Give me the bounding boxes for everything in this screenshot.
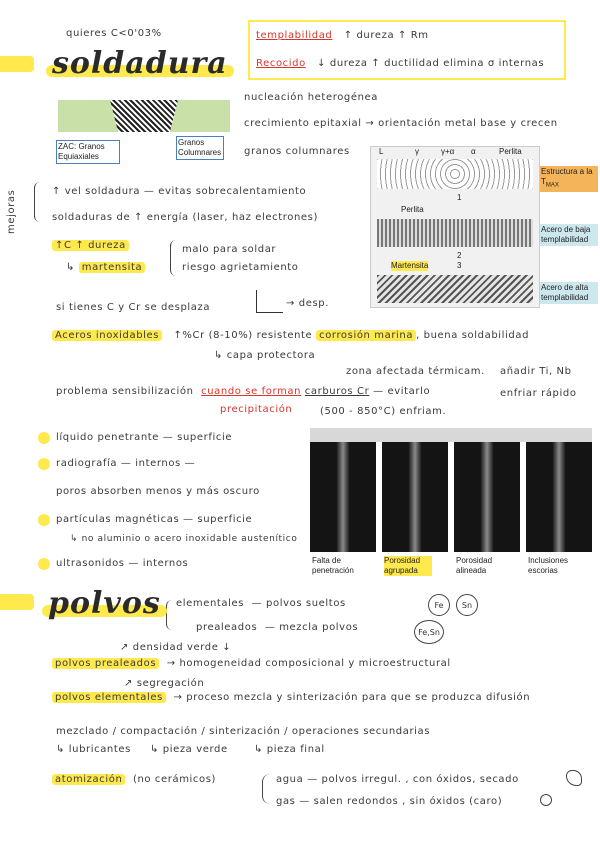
- diagram-letter-alpha: α: [471, 147, 476, 156]
- diagram-letter-gamma: γ: [415, 147, 419, 156]
- atom-brace: [262, 774, 271, 804]
- label-baja-templabilidad: Acero de baja templabilidad: [540, 224, 598, 246]
- title-text: soldadura: [52, 46, 228, 81]
- bullet-ultrasonidos: ultrasonidos — internos: [56, 558, 189, 569]
- radiograph-4: [526, 428, 592, 552]
- radio-cap-1: Falta de penetración: [312, 556, 354, 575]
- bullet-dot: [38, 432, 50, 444]
- label-alta-templabilidad: Acero de alta templabilidad: [540, 282, 598, 304]
- atom-agua: agua — polvos irregul. , con óxidos, secado: [276, 774, 519, 785]
- top-note: quieres C<0'03%: [66, 28, 162, 39]
- irregular-particle-icon: [566, 770, 582, 786]
- densidad-note: ↗ densidad verde ↓: [120, 642, 232, 653]
- granos-columnares-label: Granos Columnares: [176, 136, 224, 160]
- anadir-ti-nb: añadir Ti, Nb: [500, 366, 572, 377]
- bullet-dot: [38, 514, 50, 526]
- title-text: polvos: [48, 586, 161, 621]
- mejoras-brace: [34, 182, 43, 222]
- circle-fe: Fe: [428, 594, 450, 616]
- weld-cross-section-figure: [58, 100, 230, 132]
- bullet-dot: [38, 458, 50, 470]
- process-steps: mezclado / compactación / sinterización / operaciones secundarias: [56, 726, 431, 737]
- atomizacion-label: atomización (no cerámicos): [52, 774, 216, 785]
- curve-shift-sketch: [256, 290, 283, 313]
- enfriar-rapido: enfriar rápido: [500, 388, 577, 399]
- diagram-num-1: 1: [457, 193, 462, 202]
- section-title-polvos: [48, 586, 161, 621]
- no-aluminio-note: ↳ no aluminio o acero inoxidable austenítico: [70, 534, 298, 544]
- radiograph-3: [454, 428, 520, 552]
- martensita-line: ↳ martensita: [66, 262, 145, 273]
- mejora-2: soldaduras de ↑ energía (laser, haz electrones): [52, 212, 318, 223]
- elementales-line: polvos elementales → proceso mezcla y sinterización para que se produzca difusión: [52, 692, 530, 703]
- box-term-2: Recocido: [256, 58, 306, 69]
- zac-label: ZAC: Granos Equiaxiales: [56, 140, 120, 164]
- atom-gas: gas — salen redondos , sin óxidos (caro): [276, 796, 503, 807]
- riesgo-agrietamiento: riesgo agrietamiento: [182, 262, 299, 273]
- circle-sn: Sn: [456, 594, 478, 616]
- note-granos: granos columnares: [244, 146, 350, 157]
- note-nucleacion: nucleación heterogénea: [244, 92, 379, 103]
- diagram-letter-gamma-alpha: γ+α: [441, 147, 455, 156]
- radiograph-2: [382, 428, 448, 552]
- round-particle-icon: [540, 794, 552, 806]
- c-dureza-line: ↑C ↑ dureza: [52, 240, 129, 251]
- section-title-soldadura: [52, 46, 228, 81]
- prealeados-line: polvos prealeados → homogeneidad composicional y microestructural: [52, 658, 451, 669]
- sensibilizacion-line: problema sensibilización cuando se forman carburos Cr — evitarlo: [56, 386, 431, 397]
- diagram-num-3: 3: [457, 261, 462, 270]
- box-def-2: ↓ dureza ↑ ductilidad elimina σ internas: [317, 58, 545, 69]
- capa-protectora: ↳ capa protectora: [214, 350, 316, 361]
- radio-cap-2: Porosidad agrupada: [384, 556, 432, 576]
- note-crecimiento: crecimiento epitaxial → orientación metal base y crecen: [244, 118, 558, 129]
- polvos-brace: [166, 600, 173, 630]
- circle-fesn: Fe,Sn: [414, 620, 444, 644]
- radio-cap-4: Inclusiones escorias: [528, 556, 569, 575]
- box-def-1: ↑ dureza ↑ Rm: [343, 30, 429, 41]
- steps-lubricantes: ↳ lubricantes: [56, 744, 131, 755]
- mejoras-label: mejoras: [6, 189, 17, 234]
- templabilidad-box: [248, 20, 566, 80]
- bullet-liquido: líquido penetrante — superficie: [56, 432, 233, 443]
- steps-pieza-final: ↳ pieza final: [254, 744, 325, 755]
- row-prealeados: prealeados — mezcla polvos: [196, 622, 359, 633]
- zona-afectada: zona afectada térmicam.: [346, 366, 485, 377]
- microstructure-diagram: [370, 146, 540, 308]
- malo-soldar: malo para soldar: [182, 244, 277, 255]
- diagram-martensita-label: Martensita: [391, 261, 429, 270]
- radiograph-1: [310, 428, 376, 552]
- diagram-letter-l: L: [379, 147, 384, 156]
- radiograph-top-strip: [310, 428, 592, 442]
- diagram-perlita-label: Perlita: [401, 205, 424, 214]
- bullet-particulas: partículas magnéticas — superficie: [56, 514, 253, 525]
- box-term-1: templabilidad: [256, 30, 333, 41]
- diagram-num-2: 2: [457, 251, 462, 260]
- martensita-brace: [170, 240, 177, 276]
- section-tab-marker: [0, 56, 34, 72]
- diagram-letter-perlita: Perlita: [499, 147, 522, 156]
- cr-arrow-label: → desp.: [286, 298, 330, 309]
- cr-line: si tienes C y Cr se desplaza: [56, 302, 211, 313]
- rango-temp: (500 - 850°C) enfriam.: [320, 406, 447, 417]
- precipitacion: precipitación: [220, 404, 293, 415]
- mejora-1: ↑ vel soldadura — evitas sobrecalentamiento: [52, 186, 307, 197]
- radio-cap-3: Porosidad alineada: [456, 556, 493, 575]
- bullet-radiografia: radiografía — internos —: [56, 458, 196, 469]
- bullet-dot: [38, 558, 50, 570]
- steps-pieza-verde: ↳ pieza verde: [150, 744, 228, 755]
- label-estructura: Estructura a la $T_{MAX}$: [540, 166, 598, 192]
- row-elementales: elementales — polvos sueltos: [176, 598, 346, 609]
- section-tab-marker: [0, 594, 34, 610]
- inox-line: Aceros inoxidables ↑%Cr (8-10%) resistente corrosión marina , buena soldabilidad: [52, 330, 529, 341]
- segregacion-note: ↗ segregación: [124, 678, 205, 689]
- poros-note: poros absorben menos y más oscuro: [56, 486, 260, 497]
